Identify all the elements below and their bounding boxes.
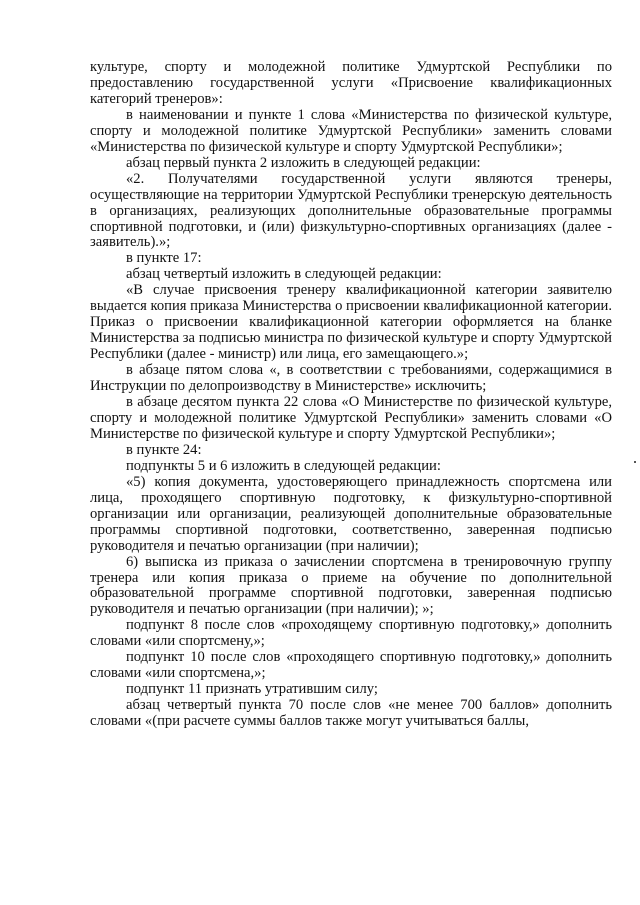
paragraph-item-22: в абзаце десятом пункта 22 слова «О Министерстве по физической культуре, спорту и молодежной политике Удмуртской Республики» заменить словами «О Министерстве по физической культуре и спорту Удмуртской Республики»; (90, 394, 612, 442)
paragraph-item-17-intro: абзац четвертый изложить в следующей редакции: (126, 266, 442, 283)
paragraph-subitem-6: 6) выписка из приказа о зачислении спортсмена в тренировочную группу тренера или копия приказа о приеме на обучение по дополнительной образовательной программе спортивной подготовки, заверенная подписью руководителя и печатью организации (при наличии); »; (90, 553, 612, 618)
paragraph-item-17-fifth: в абзаце пятом слова «, в соответствии с требованиями, содержащимися в Инструкции по делопроизводству в Министерстве» исключить; (90, 362, 612, 395)
paragraph-item-2-text: «2. Получателями государственной услуги являются тренеры, осуществляющие на территории Удмуртской Республики тренерскую деятельность в организациях, реализующих дополнительные образовательные программы спортивной подготовки, и (или) физкультурно-спортивных организациях (далее - заявитель).»; (90, 170, 612, 251)
paragraph-subitem-8: подпункт 8 после слов «проходящему спортивную подготовку,» дополнить словами «или спортсмену,»; (90, 617, 612, 650)
paragraph-rename-ministry: в наименовании и пункте 1 слова «Министерства по физической культуре, спорту и молодежной политике Удмуртской Республики» заменить словами «Министерства по физической культуре и спорту Удмуртской Республики»; (90, 106, 612, 155)
paragraph-subitem-10: подпункт 10 после слов «проходящего спортивную подготовку,» дополнить словами «или спортсмена,»; (90, 649, 612, 682)
paragraph-item-17-text: «В случае присвоения тренеру квалификационной категории заявителю выдается копия приказа Министерства о присвоении квалификационной категории. Приказ о присвоении квалификационной категории оформляется на бланке Министерства за подписью министра по физической культуре и спорту Удмуртской Республики (далее - министр) или лица, его замещающего.»; (90, 282, 612, 363)
scan-speck (634, 461, 636, 463)
paragraph-item-70: абзац четвертый пункта 70 после слов «не менее 700 баллов» дополнить словами «(при расчете суммы баллов также могут учитываться баллы, (90, 697, 612, 730)
paragraph-subitem-5: «5) копия документа, удостоверяющего принадлежность спортсмена или лица, проходящего спортивную подготовку, к физкультурно-спортивной организации или организации, реализующей дополнительные образовательные программы спортивной подготовки, соответственно, заверенная подписью руководителя и печатью организации (при наличии); (90, 473, 612, 554)
document-body (90, 60, 612, 730)
paragraph-subitem-11: подпункт 11 признать утратившим силу; (126, 681, 378, 698)
paragraph-item-24-intro: подпункты 5 и 6 изложить в следующей редакции: (126, 457, 441, 474)
paragraph-item-24-heading: в пункте 24: (126, 441, 202, 458)
paragraph-intro-continuation: культуре, спорту и молодежной политике Удмуртской Республики по предоставлению государственной услуги «Присвоение квалификационных категорий тренеров»: (90, 59, 612, 107)
paragraph-item-2-intro: абзац первый пункта 2 изложить в следующей редакции: (126, 154, 481, 171)
paragraph-item-17-heading: в пункте 17: (126, 250, 202, 267)
